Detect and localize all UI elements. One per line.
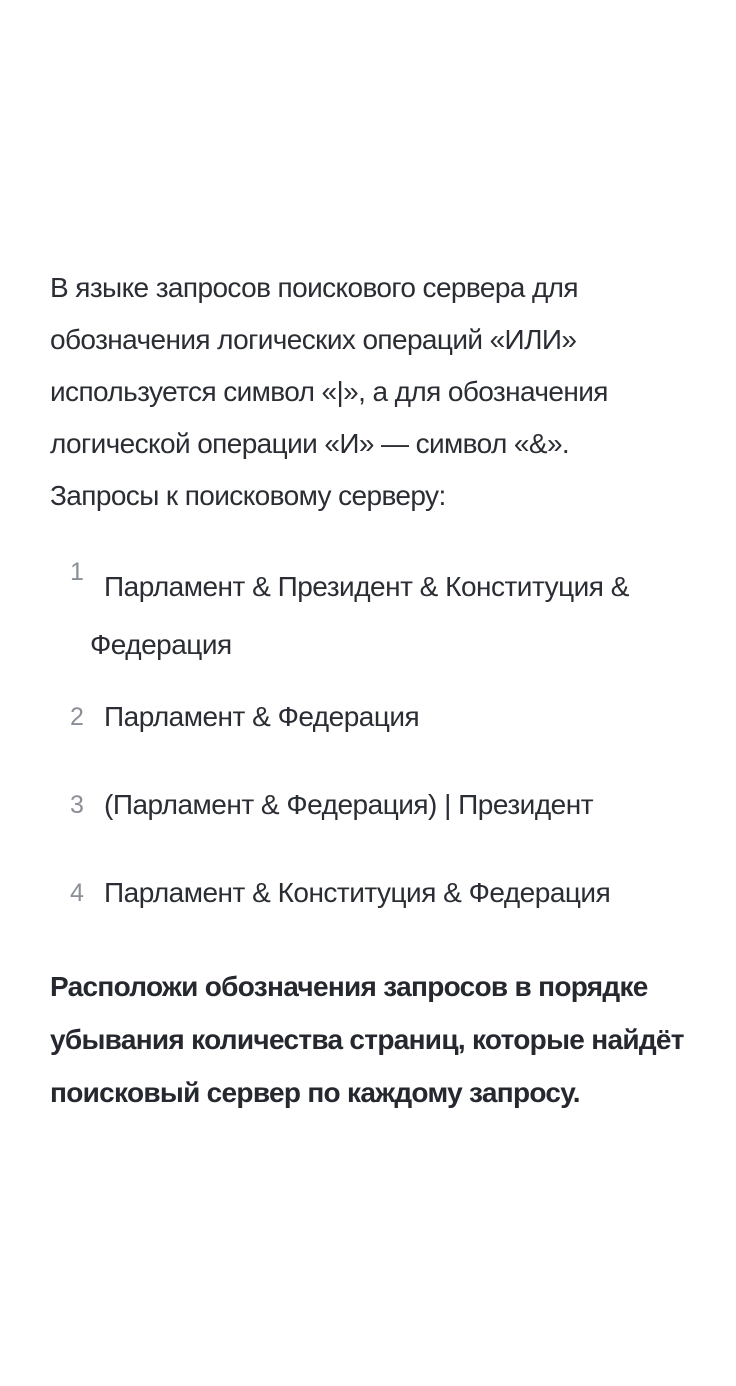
query-list [50, 558, 690, 922]
query-item [50, 558, 690, 674]
query-item [50, 864, 690, 922]
query-item [50, 776, 690, 834]
task-line: Расположи обозначения запросов в порядке [50, 971, 648, 1002]
query-text: Парламент & Конституция & Федерация [104, 877, 611, 908]
intro-line: используется символ «|», а для обозначения [50, 376, 608, 407]
intro-line: В языке запросов поискового сервера для [50, 272, 578, 303]
query-text-line: Парламент & Президент & Конституция & [104, 571, 629, 602]
task-instruction [50, 960, 690, 1119]
query-text [90, 558, 690, 674]
intro-paragraph [50, 262, 690, 522]
query-item [50, 688, 690, 746]
query-text: (Парламент & Федерация) | Президент [104, 789, 594, 820]
task-line: убывания количества страниц, которые найдёт [50, 1024, 684, 1055]
query-number: 2 [70, 703, 84, 731]
query-text-line: Федерация [90, 629, 232, 660]
query-number: 1 [70, 558, 84, 586]
query-number: 3 [70, 791, 84, 819]
intro-line: Запросы к поисковому серверу: [50, 480, 446, 511]
query-text: Парламент & Федерация [104, 701, 420, 732]
intro-line: обозначения логических операций «ИЛИ» [50, 324, 577, 355]
task-line: поисковый сервер по каждому запросу. [50, 1077, 580, 1108]
query-number: 4 [70, 879, 84, 907]
question-content [50, 262, 690, 1119]
intro-line: логической операции «И» — символ «&». [50, 428, 570, 459]
